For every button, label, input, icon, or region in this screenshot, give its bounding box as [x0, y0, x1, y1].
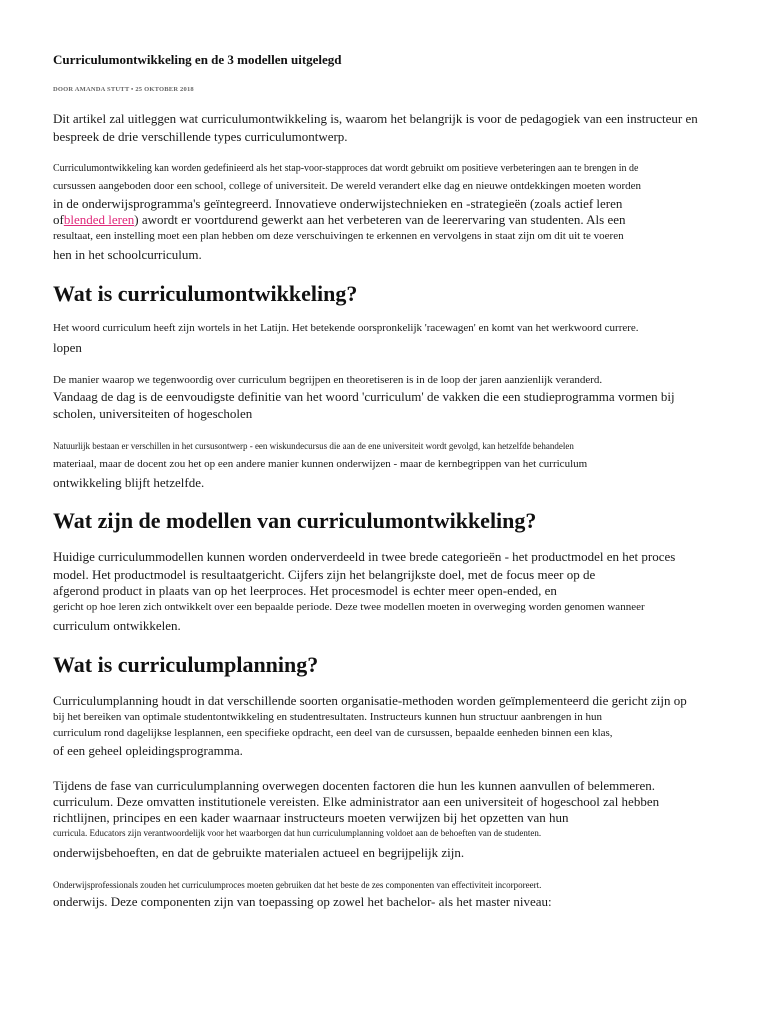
sec1-p2-line-1: De manier waarop we tegenwoordig over curriculum begrijpen en theoretiseren is in de loop der jaren aanzienlijk veranderd. [53, 374, 603, 386]
para1-line-2: cursussen aangeboden door een school, college of universiteit. De wereld verandert elke dag en nieuwe ontdekkingen moeten worden [53, 180, 641, 192]
article-title: Curriculumontwikkeling en de 3 modellen uitgelegd [53, 52, 342, 67]
sec1-p3-line-3: ontwikkeling blijft hetzelfde. [53, 475, 205, 490]
sec3-p2-line-4: curricula. Educators zijn verantwoordelijk voor het waarborgen dat hun curriculumplanning voldoet aan de behoeften van de studenten. [53, 828, 542, 838]
intro-line-1: Dit artikel zal uitleggen wat curriculumontwikkeling is, waarom het belangrijk is voor de pedagogiek van een instructeur en [53, 111, 698, 126]
para1-line-3: in de onderwijsprogramma's geïntegreerd. Innovatieve onderwijstechnieken en -strategieën (zoals actief leren [53, 196, 623, 211]
para1-line-4 [53, 212, 626, 228]
sec1-p2-line-2: Vandaag de dag is de eenvoudigste definitie van het woord 'curriculum' de vakken die een studieprogramma vormen bij [53, 389, 675, 404]
intro-line-2: bespreek de drie verschillende types curriculumontwerp. [53, 129, 348, 144]
sec2-p1-line-1: Huidige curriculummodellen kunnen worden onderverdeeld in twee brede categorieën - het productmodel en het proces [53, 549, 676, 564]
para1-line-6: hen in het schoolcurriculum. [53, 247, 202, 262]
sec1-p3-line-2: materiaal, maar de docent zou het op een andere manier kunnen onderwijzen - maar de kernbegrippen van het curriculum [53, 458, 588, 470]
sec3-p2-line-1: Tijdens de fase van curriculumplanning overwegen docenten factoren die hun les kunnen aanvullen of belemmeren. [53, 778, 656, 793]
sec1-p1-line-1: Het woord curriculum heeft zijn wortels in het Latijn. Het betekende oorspronkelijk 'racewagen' en komt van het werkwoord currere. [53, 322, 639, 334]
sec3-p3-line-2: onderwijs. Deze componenten zijn van toepassing op zowel het bachelor- als het master niveau: [53, 894, 552, 909]
sec2-p1-line-5: curriculum ontwikkelen. [53, 618, 181, 633]
sec2-p1-line-2: model. Het productmodel is resultaatgericht. Cijfers zijn het belangrijkste doel, met de focus meer op de [53, 567, 596, 582]
sec3-p1-line-2: bij het bereiken van optimale studentontwikkeling en studentresultaten. Instructeurs kunnen hun structuur aanbrengen in hun [53, 711, 602, 723]
sec3-p2-line-5: onderwijsbehoeften, en dat de gebruikte materialen actueel en begrijpelijk zijn. [53, 845, 465, 860]
sec3-p3-line-1: Onderwijsprofessionals zouden het curriculumproces moeten gebruiken dat het beste de zes componenten van effectiviteit incorporeert. [53, 880, 542, 890]
blended-learning-link[interactable]: blended leren [63, 212, 135, 227]
sec3-p1-line-1: Curriculumplanning houdt in dat verschillende soorten organisatie-methoden worden geïmplementeerd die gericht zijn op [53, 693, 687, 708]
sec3-p2-line-3: richtlijnen, principes en een kader waarnaar instructeurs moeten verwijzen bij het opzetten van hun [53, 810, 569, 825]
heading-what-is-curriculum-planning: Wat is curriculumplanning? [53, 652, 319, 677]
sec3-p1-line-3: curriculum rond dagelijkse lesplannen, een specifieke opdracht, een deel van de cursussen, bepaalde eenheden binnen een klas, [53, 727, 613, 739]
sec3-p2-line-2: curriculum. Deze omvatten institutionele vereisten. Elke administrator aan een universiteit of hogeschool zal hebben [53, 794, 660, 809]
para1-line-4-prefix: of [53, 212, 64, 227]
para1-line-5: resultaat, een instelling moet een plan hebben om deze verschuivingen te erkennen en vervolgens in staat zijn om dit uit te voeren [53, 230, 624, 242]
heading-what-is-curriculum-development: Wat is curriculumontwikkeling? [53, 281, 358, 306]
sec1-p2-line-3: scholen, universiteiten of hogescholen [53, 406, 253, 421]
sec3-p1-line-4: of een geheel opleidingsprogramma. [53, 743, 243, 758]
sec1-p3-line-1: Natuurlijk bestaan er verschillen in het cursusontwerp - een wiskundecursus die aan de ene universiteit wordt gevolgd, kan hetzelfde behandelen [53, 441, 574, 451]
para1-line-4-suffix: ) awordt er voortdurend gewerkt aan het verbeteren van de leerervaring van studenten. Als een [134, 212, 626, 227]
sec1-p1-line-2: lopen [53, 340, 82, 355]
sec2-p1-line-4: gericht op hoe leren zich ontwikkelt over een bepaalde periode. Deze twee modellen moeten in overweging worden genomen wanneer [53, 601, 645, 613]
sec2-p1-line-3: afgerond product in plaats van op het leerproces. Het procesmodel is echter meer open-ended, en [53, 583, 557, 598]
para1-line-1: Curriculumontwikkeling kan worden gedefinieerd als het stap-voor-stapproces dat wordt gebruikt om positieve verbeteringen aan te brengen in de [53, 163, 639, 174]
heading-models-of-curriculum-development: Wat zijn de modellen van curriculumontwikkeling? [53, 508, 537, 533]
article-byline: DOOR AMANDA STUTT • 25 OKTOBER 2018 [53, 86, 194, 93]
